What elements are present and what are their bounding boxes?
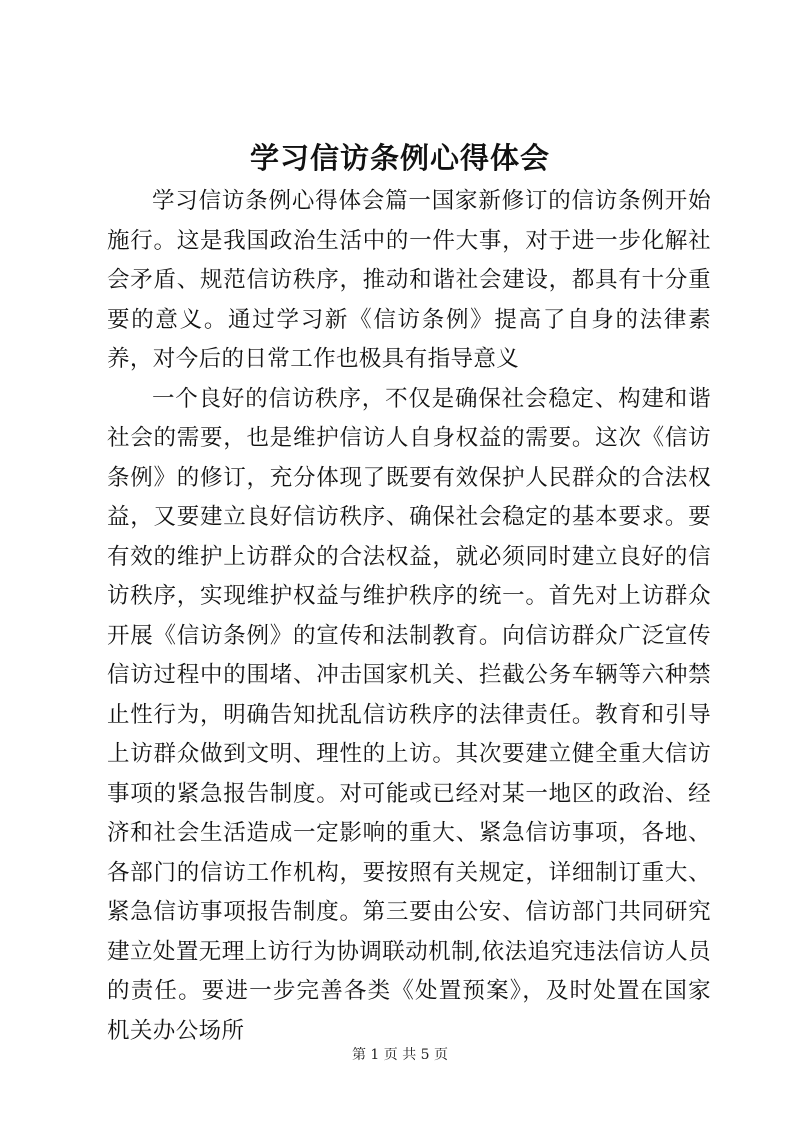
paragraph-1: 学习信访条例心得体会篇一国家新修订的信访条例开始施行。这是我国政治生活中的一件大事，对于进一步化解社会矛盾、规范信访秩序，推动和谐社会建设，都具有十分重要的意义。通过学习新《信访条例》提高了自身的法律素养，对今后的日常工作也极具有指导意义	[107, 188, 711, 372]
document-body	[107, 182, 711, 1051]
paragraph-2: 一个良好的信访秩序，不仅是确保社会稳定、构建和谐社会的需要，也是维护信访人自身权益的需要。这次《信访条例》的修订，充分体现了既要有效保护人民群众的合法权益，又要建立良好信访秩序、确保社会稳定的基本要求。要有效的维护上访群众的合法权益，就必须同时建立良好的信访秩序，实现维护权益与维护秩序的统一。首先对上访群众开展《信访条例》的宣传和法制教育。向信访群众广泛宣传信访过程中的围堵、冲击国家机关、拦截公务车辆等六种禁止性行为，明确告知扰乱信访秩序的法律责任。教育和引导上访群众做到文明、理性的上访。其次要建立健全重大信访事项的紧急报告制度。对可能或已经对某一地区的政治、经济和社会生活造成一定影响的重大、紧急信访事项，各地、各部门的信访工作机构，要按照有关规定，详细制订重大、紧急信访事项报告制度。第三要由公安、信访部门共同研究建立处置无理上访行为协调联动机制,依法追究违法信访人员的责任。要进一步完善各类《处置预案》，及时处置在国家机关办公场所	[107, 385, 711, 1044]
page-number-footer: 第 1 页 共 5 页	[351, 1047, 449, 1063]
document-title: 学习信访条例心得体会	[249, 141, 550, 175]
